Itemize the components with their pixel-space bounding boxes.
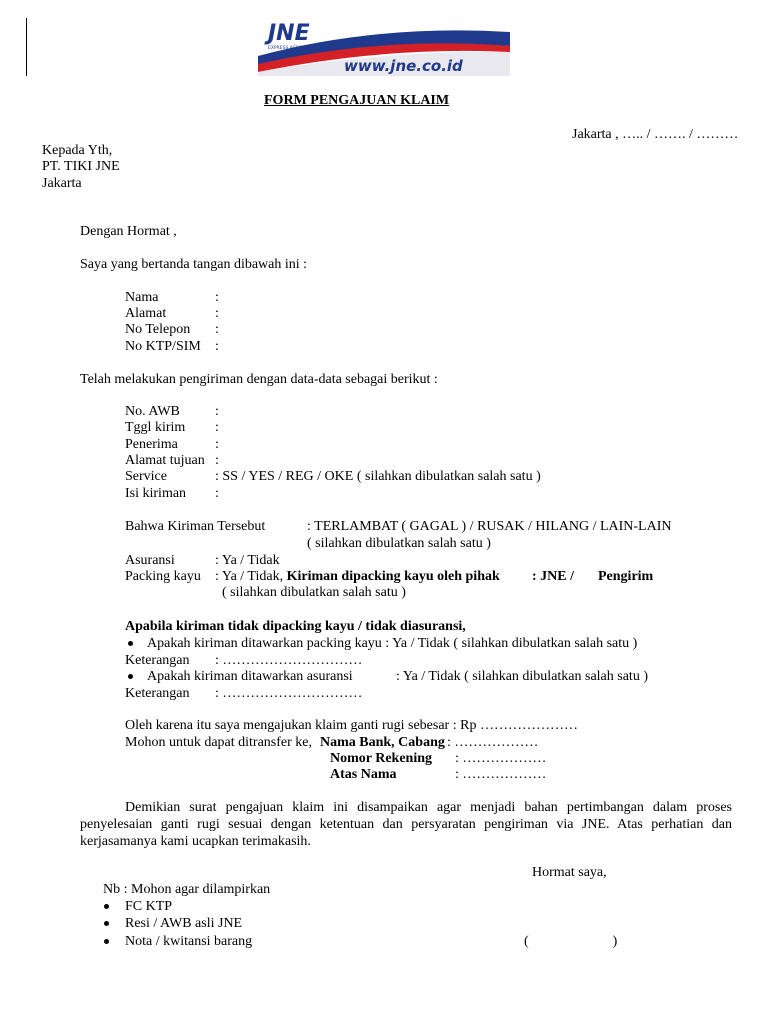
field-value-alamat[interactable]: : xyxy=(215,306,219,321)
closing-paragraph: Demikian surat pengajuan klaim ini disampaikan agar menjadi bahan pertimbangan dalam proses penyelesaian ganti rugi sesuai dengan ketentuan dan persyaratan pengiriman via JNE. Atas perhatian dan kerjasamanya kami ucapkan terimakasih. xyxy=(80,800,732,849)
field-label-alamat: Alamat xyxy=(125,306,167,321)
bullet-icon xyxy=(104,921,109,926)
signature-greeting: Hormat saya, xyxy=(532,865,607,880)
bullet-icon xyxy=(128,641,133,646)
field-value-tggl[interactable]: : xyxy=(215,420,219,435)
packing-line xyxy=(215,569,500,585)
keterangan-2-label: Keterangan xyxy=(125,686,190,701)
packing-choice-jne[interactable]: : JNE / xyxy=(532,569,574,584)
field-label-alamat-tujuan: Alamat tujuan xyxy=(125,453,205,468)
keterangan-1-value[interactable]: : ………………………… xyxy=(215,653,363,668)
recipient-line-3: Jakarta xyxy=(42,176,82,191)
status-label: Bahwa Kiriman Tersebut xyxy=(125,519,266,534)
shipment-intro: Telah melakukan pengiriman dengan data-data sebagai berikut : xyxy=(80,372,438,387)
bullet-icon xyxy=(104,904,109,909)
status-options[interactable]: : TERLAMBAT ( GAGAL ) / RUSAK / HILANG / LAIN-LAIN xyxy=(307,519,672,534)
attachment-item: Resi / AWB asli JNE xyxy=(125,916,243,931)
field-value-ktp[interactable]: : xyxy=(215,339,219,354)
form-title: FORM PENGAJUAN KLAIM xyxy=(264,93,450,108)
packing-note: ( silahkan dibulatkan salah satu ) xyxy=(222,585,406,600)
logo-brand: JNE xyxy=(268,21,310,46)
field-label-service: Service xyxy=(125,469,167,484)
field-value-awb[interactable]: : xyxy=(215,404,219,419)
bank-label: Nama Bank, Cabang xyxy=(320,735,445,750)
field-label-ktp: No KTP/SIM xyxy=(125,339,201,354)
packing-bold-text: Kiriman dipacking kayu oleh pihak xyxy=(286,569,500,584)
asuransi-options[interactable]: : Ya / Tidak xyxy=(215,553,280,568)
uninsured-q2-options[interactable]: : Ya / Tidak ( silahkan dibulatkan salah satu ) xyxy=(396,669,648,684)
bullet-icon xyxy=(104,939,109,944)
keterangan-2-value[interactable]: : ………………………… xyxy=(215,686,363,701)
attachments-title: Nb : Mohon agar dilampirkan xyxy=(103,882,271,897)
status-note: ( silahkan dibulatkan salah satu ) xyxy=(307,536,491,551)
attachment-item: FC KTP xyxy=(125,899,173,914)
field-value-penerima[interactable]: : xyxy=(215,437,219,452)
margin-rule xyxy=(26,18,27,76)
field-label-tggl: Tggl kirim xyxy=(125,420,186,435)
field-label-nama: Nama xyxy=(125,290,159,305)
uninsured-heading: Apabila kiriman tidak dipacking kayu / tidak diasuransi, xyxy=(125,619,466,634)
date-line: Jakarta , ….. / ……. / ……… xyxy=(572,127,739,142)
rekening-value[interactable]: : ……………… xyxy=(455,751,547,766)
greeting: Dengan Hormat , xyxy=(80,224,177,239)
intro-text: Saya yang bertanda tangan dibawah ini : xyxy=(80,257,308,272)
uninsured-q2: Apakah kiriman ditawarkan asuransi xyxy=(147,669,353,684)
logo-tagline: EXPRESS ACROSS NATIONS xyxy=(268,46,330,51)
bank-value[interactable]: : ……………… xyxy=(447,735,539,750)
keterangan-1-label: Keterangan xyxy=(125,653,190,668)
field-label-penerima: Penerima xyxy=(125,437,178,452)
recipient-line-1: Kepada Yth, xyxy=(42,143,113,158)
jne-logo xyxy=(258,16,510,76)
field-value-telepon[interactable]: : xyxy=(215,322,219,337)
asuransi-label: Asuransi xyxy=(125,553,175,568)
rekening-label: Nomor Rekening xyxy=(330,751,433,766)
field-value-nama[interactable]: : xyxy=(215,290,219,305)
atas-nama-label: Atas Nama xyxy=(330,767,397,782)
logo-url: www.jne.co.id xyxy=(344,57,463,75)
signature-name-field[interactable]: ( ) xyxy=(524,934,618,949)
field-label-awb: No. AWB xyxy=(125,404,180,419)
uninsured-q1: Apakah kiriman ditawarkan packing kayu : Ya / Tidak ( silahkan dibulatkan salah satu ) xyxy=(147,636,638,651)
packing-options[interactable]: : Ya / Tidak, xyxy=(215,569,287,584)
field-value-service[interactable]: : SS / YES / REG / OKE ( silahkan dibulatkan salah satu ) xyxy=(215,469,541,484)
packing-label: Packing kayu xyxy=(125,569,201,584)
attachment-item: Nota / kwitansi barang xyxy=(125,934,253,949)
recipient-line-2: PT. TIKI JNE xyxy=(42,159,120,174)
bullet-icon xyxy=(128,674,133,679)
claim-amount-line[interactable]: Oleh karena itu saya mengajukan klaim ganti rugi sebesar : Rp ………………… xyxy=(125,718,578,733)
packing-choice-pengirim[interactable]: Pengirim xyxy=(598,569,654,584)
atas-nama-value[interactable]: : ……………… xyxy=(455,767,547,782)
field-value-alamat-tujuan[interactable]: : xyxy=(215,453,219,468)
field-value-isi[interactable]: : xyxy=(215,486,219,501)
field-label-isi: Isi kiriman xyxy=(125,486,187,501)
field-label-telepon: No Telepon xyxy=(125,322,191,337)
transfer-line: Mohon untuk dapat ditransfer ke, xyxy=(125,735,313,750)
